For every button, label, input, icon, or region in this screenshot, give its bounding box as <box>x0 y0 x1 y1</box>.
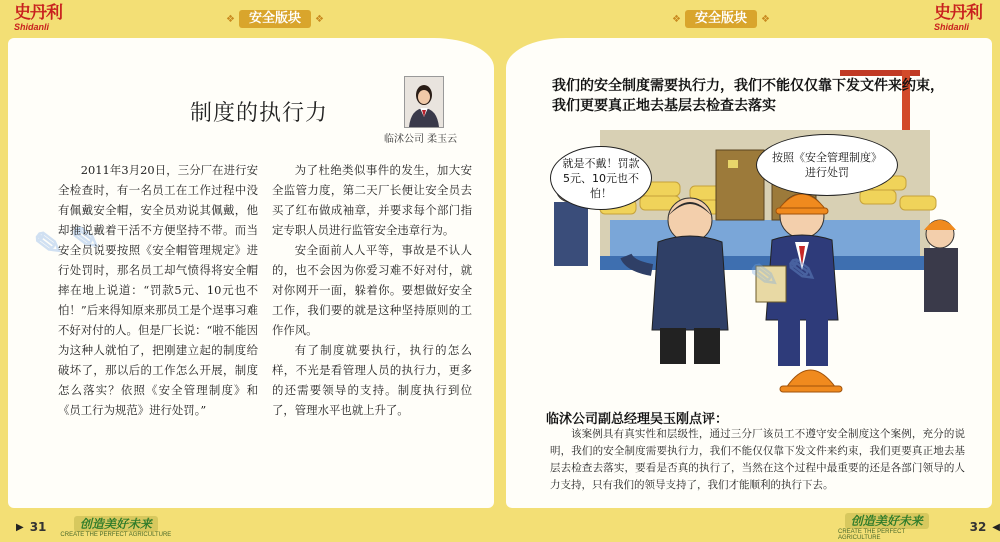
article-column-2 <box>272 160 472 420</box>
speech-bubble: 按照《安全管理制度》进行处罚 <box>756 134 898 196</box>
cartoon-illustration <box>540 70 980 400</box>
paragraph: 该案例具有真实性和层级性，通过三分厂该员工不遵守安全制度这个案例，充分的说明，我们的安全制度需要执行力，我们不能仅仅靠下发文件来约束，我们更要真正地去基层去检查去落实，要看是否真的执行了，当然在这个过程中最重要的还是各部门领导的人力支持，只有我们的领导支持了，我们才能顺利的执行下去。 <box>550 428 965 491</box>
brand-logo: 史丹利 Shidanli <box>14 3 62 32</box>
slogan-badge: 创造美好未来 CREATE THE PERFECT AGRICULTURE <box>838 513 936 541</box>
page-footer <box>16 516 171 538</box>
paragraph: 有了制度就要执行，执行的怎么样，不光是看管理人员的执行力，更多的还需要领导的支持。制度执行到位了，管理水平也就上升了。 <box>272 343 472 417</box>
review-title: 临沭公司副总经理吴玉刚点评： <box>546 412 729 427</box>
right-page <box>500 0 1000 542</box>
article-column-1 <box>58 160 258 420</box>
review-text <box>550 426 965 494</box>
paragraph: 2011年3月20日，三分厂在进行安全检查时，有一名员工在工作过程中没有佩戴安全帽，安全员劝说其佩戴，他却推说戴着干活不方便坚持不带。而当安全员说要按照《安全帽管理规定》进行处罚时，那名员工却气愤得将安全帽摔在地上说道：“罚款5元、10元也不怕！”后来得知原来那员工是个逞事习难不好对付的人。但是厂长说：“啦不能因为这种人就怕了，把刚建立起的制度给破坏了，那以后的工作怎么开展，制度怎么落实？依照《安全管理制度》和《员工行为规范》进行处罚。” <box>58 163 258 417</box>
triangle-left-icon: ◀ <box>992 521 1000 533</box>
ornament-icon: ❖ <box>760 13 770 25</box>
page-number: 32 <box>969 520 987 534</box>
triangle-right-icon: ▶ <box>16 521 24 533</box>
watermark: ✎ ✎ <box>31 218 103 266</box>
author-photo <box>404 76 444 128</box>
section-label: 安全版块 <box>239 10 311 28</box>
ornament-icon: ❖ <box>314 13 324 25</box>
section-header <box>222 9 328 29</box>
slogan-badge: 创造美好未来 CREATE THE PERFECT AGRICULTURE <box>60 517 172 538</box>
ornament-icon: ❖ <box>672 13 681 25</box>
page-footer <box>838 514 1000 541</box>
article-title: 制度的执行力 <box>190 101 329 126</box>
section-header <box>668 9 774 29</box>
brand-logo: 史丹利 Shidanli <box>934 3 982 32</box>
watermark: ✎ ✎ <box>747 250 819 298</box>
section-label: 安全版块 <box>685 10 757 28</box>
author-byline: 临沭公司 柔玉云 <box>384 134 458 145</box>
speech-bubble: 就是不戴！罚款5元、10元也不怕！ <box>550 146 652 210</box>
paragraph: 为了杜绝类似事件的发生，加大安全监管力度，第二天厂长便让安全员去买了红布做成袖章，并要求每个部门指定专职人员进行监管安全违章行为。 <box>272 163 472 237</box>
paragraph: 安全面前人人平等，事故是不认人的，也不会因为你爱习难不好对付，就对你网开一面，躲着你。要想做好安全工作，我们要的就是这种坚持原则的工作作风。 <box>272 243 472 337</box>
ornament-icon: ❖ <box>226 13 235 25</box>
page-number: 31 <box>29 520 47 534</box>
caption-box: 我们的安全制度需要执行力，我们不能仅仅靠下发文件来约束，我们更要真正地去基层去检查去落实 <box>552 78 944 114</box>
